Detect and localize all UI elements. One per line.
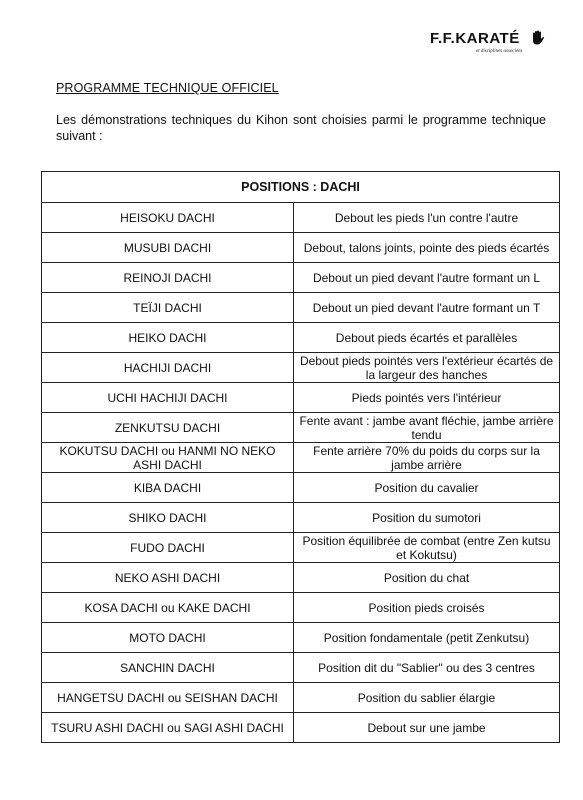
position-description: Position dit du "Sablier" ou des 3 centres (294, 653, 560, 683)
position-name: REINOJI DACHI (42, 263, 294, 293)
table-row (42, 203, 560, 233)
position-name: SANCHIN DACHI (42, 653, 294, 683)
position-name: TEÏJI DACHI (42, 293, 294, 323)
table-row (42, 413, 560, 443)
table-row (42, 503, 560, 533)
position-description: Position fondamentale (petit Zenkutsu) (294, 623, 560, 653)
position-name: FUDO DACHI (42, 533, 294, 563)
table-row (42, 293, 560, 323)
position-name: KOKUTSU DACHI ou HANMI NO NEKO ASHI DACHI (42, 443, 294, 473)
page-heading: PROGRAMME TECHNIQUE OFFICIEL (56, 81, 279, 95)
table-row (42, 473, 560, 503)
table-row (42, 323, 560, 353)
position-description: Fente avant : jambe avant fléchie, jambe arrière tendu (294, 413, 560, 443)
table-row (42, 353, 560, 383)
position-description: Debout pieds écartés et parallèles (294, 323, 560, 353)
table-row (42, 383, 560, 413)
position-description: Debout un pied devant l'autre formant un T (294, 293, 560, 323)
position-description: Fente arrière 70% du poids du corps sur la jambe arrière (294, 443, 560, 473)
logo-title: F.F.KARATÉ (430, 30, 520, 47)
table-row (42, 233, 560, 263)
position-name: HEIKO DACHI (42, 323, 294, 353)
position-description: Debout les pieds l'un contre l'autre (294, 203, 560, 233)
ff-karate-logo (430, 30, 550, 60)
table-header-row (42, 172, 560, 203)
position-name: SHIKO DACHI (42, 503, 294, 533)
position-name: NEKO ASHI DACHI (42, 563, 294, 593)
position-name: HANGETSU DACHI ou SEISHAN DACHI (42, 683, 294, 713)
table-header: POSITIONS : DACHI (42, 172, 560, 203)
position-description: Position pieds croisés (294, 593, 560, 623)
table-row (42, 623, 560, 653)
position-name: MOTO DACHI (42, 623, 294, 653)
position-name: UCHI HACHIJI DACHI (42, 383, 294, 413)
table-row (42, 443, 560, 473)
table-row (42, 263, 560, 293)
logo-subtitle: et disciplines associées (476, 49, 523, 54)
position-description: Position du sablier élargie (294, 683, 560, 713)
position-description: Position du chat (294, 563, 560, 593)
position-name: ZENKUTSU DACHI (42, 413, 294, 443)
intro-paragraph: Les démonstrations techniques du Kihon sont choisies parmi le programme technique suivant : (56, 113, 546, 143)
position-name: TSURU ASHI DACHI ou SAGI ASHI DACHI (42, 713, 294, 743)
position-name: KOSA DACHI ou KAKE DACHI (42, 593, 294, 623)
position-description: Pieds pointés vers l'intérieur (294, 383, 560, 413)
position-name: HACHIJI DACHI (42, 353, 294, 383)
position-description: Debout un pied devant l'autre formant un L (294, 263, 560, 293)
table-row (42, 593, 560, 623)
position-description: Debout, talons joints, pointe des pieds écartés (294, 233, 560, 263)
position-description: Debout pieds pointés vers l'extérieur écartés de la largeur des hanches (294, 353, 560, 383)
position-name: MUSUBI DACHI (42, 233, 294, 263)
table-row (42, 653, 560, 683)
table-row (42, 563, 560, 593)
positions-table (41, 171, 560, 743)
table-row (42, 533, 560, 563)
position-name: HEISOKU DACHI (42, 203, 294, 233)
position-description: Debout sur une jambe (294, 713, 560, 743)
position-description: Position équilibrée de combat (entre Zen kutsu et Kokutsu) (294, 533, 560, 563)
hand-icon (530, 30, 546, 46)
table-row (42, 683, 560, 713)
position-description: Position du cavalier (294, 473, 560, 503)
position-name: KIBA DACHI (42, 473, 294, 503)
table-row (42, 713, 560, 743)
position-description: Position du sumotori (294, 503, 560, 533)
